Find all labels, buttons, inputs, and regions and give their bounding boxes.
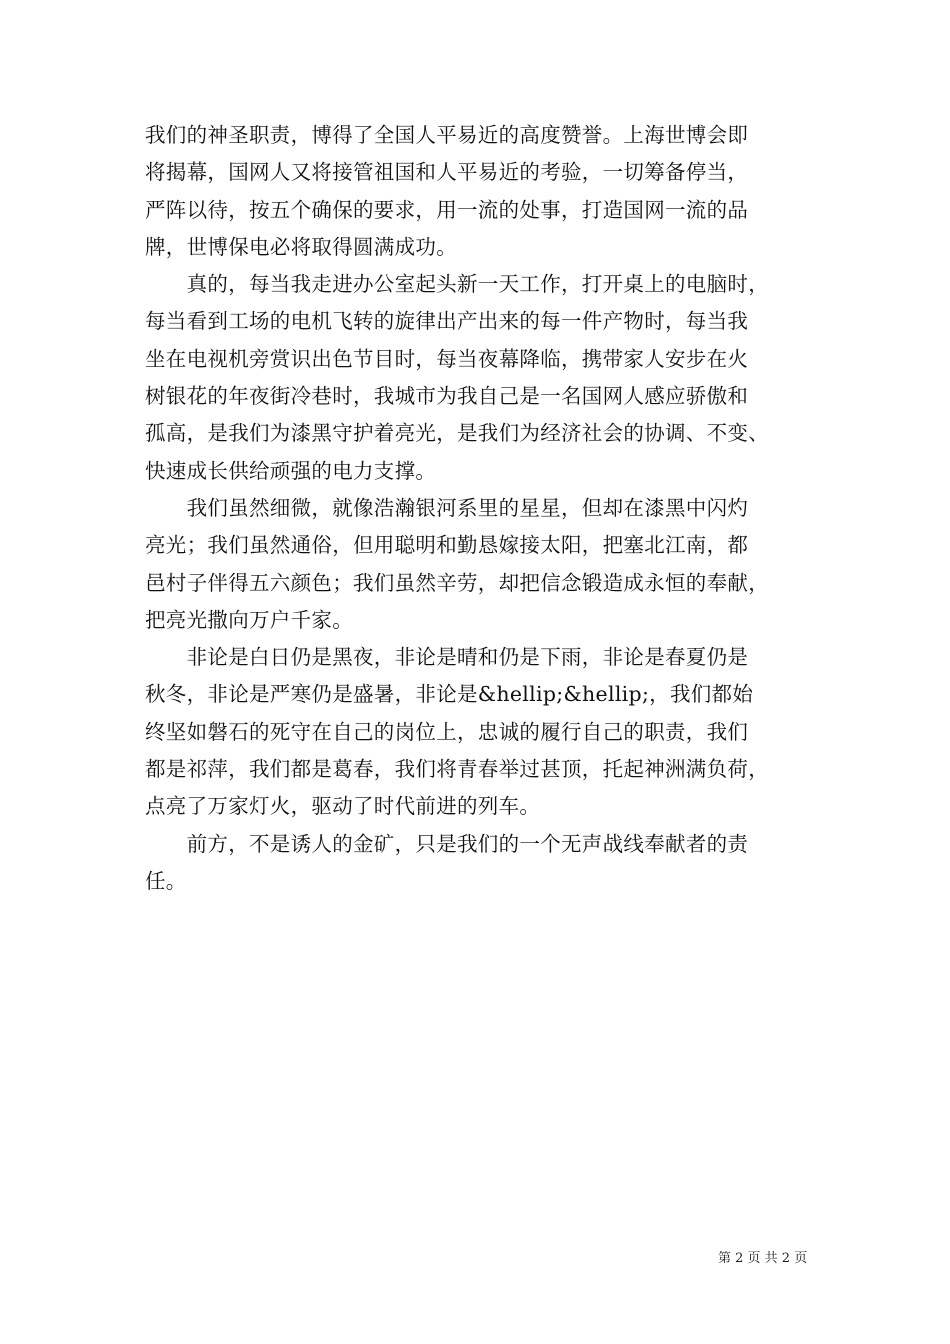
text-line: 严阵以待，按五个确保的要求，用一流的处事，打造国网一流的品 [145,197,749,222]
text-line: 真的，每当我走进办公室起头新一天工作，打开桌上的电脑时， [145,272,769,297]
text-line: 坐在电视机旁赏识出色节目时，每当夜幕降临，携带家人安步在火 [145,346,749,371]
text-line: 快速成长供给顽强的电力支撑。 [145,458,437,483]
text-line: 邑村子伴得五六颜色；我们虽然辛劳，却把信念锻造成永恒的奉献， [145,570,769,595]
page-number-footer: 第 2 页 共 2 页 [718,1251,808,1266]
text-line: 树银花的年夜街冷巷时，我城市为我自己是一名国网人感应骄傲和 [145,384,749,409]
text-line: 点亮了万家灯火，驱动了时代前进的列车。 [145,794,541,819]
text-line: 都是祁萍，我们都是葛春，我们将青春举过甚顶，托起神洲满负荷， [145,757,769,782]
text-line: 孤高，是我们为漆黑守护着亮光，是我们为经济社会的协调、不变、 [145,421,769,446]
text-line: 任。 [145,868,187,893]
text-line: 秋冬，非论是严寒仍是盛暑，非论是&hellip;&hellip;，我们都始 [145,682,754,707]
text-line: 终坚如磐石的死守在自己的岗位上，忠诚的履行自己的职责，我们 [145,719,749,744]
text-line: 每当看到工场的电机飞转的旋律出产出来的每一件产物时，每当我 [145,309,749,334]
text-line: 把亮光撒向万户千家。 [145,607,353,632]
text-line: 亮光；我们虽然通俗，但用聪明和勤恳嫁接太阳，把塞北江南，都 [145,533,749,558]
text-line: 非论是白日仍是黑夜，非论是晴和仍是下雨，非论是春夏仍是 [145,645,749,670]
text-line: 前方，不是诱人的金矿，只是我们的一个无声战线奉献者的责 [145,831,749,856]
text-line: 牌，世博保电必将取得圆满成功。 [145,234,457,259]
text-line: 将揭幕，国网人又将接管祖国和人平易近的考验，一切筹备停当， [145,160,749,185]
text-line: 我们虽然细微，就像浩瀚银河系里的星星，但却在漆黑中闪灼 [145,495,749,520]
body-text [145,117,810,900]
text-line: 我们的神圣职责，博得了全国人平易近的高度赞誉。上海世博会即 [145,123,749,147]
